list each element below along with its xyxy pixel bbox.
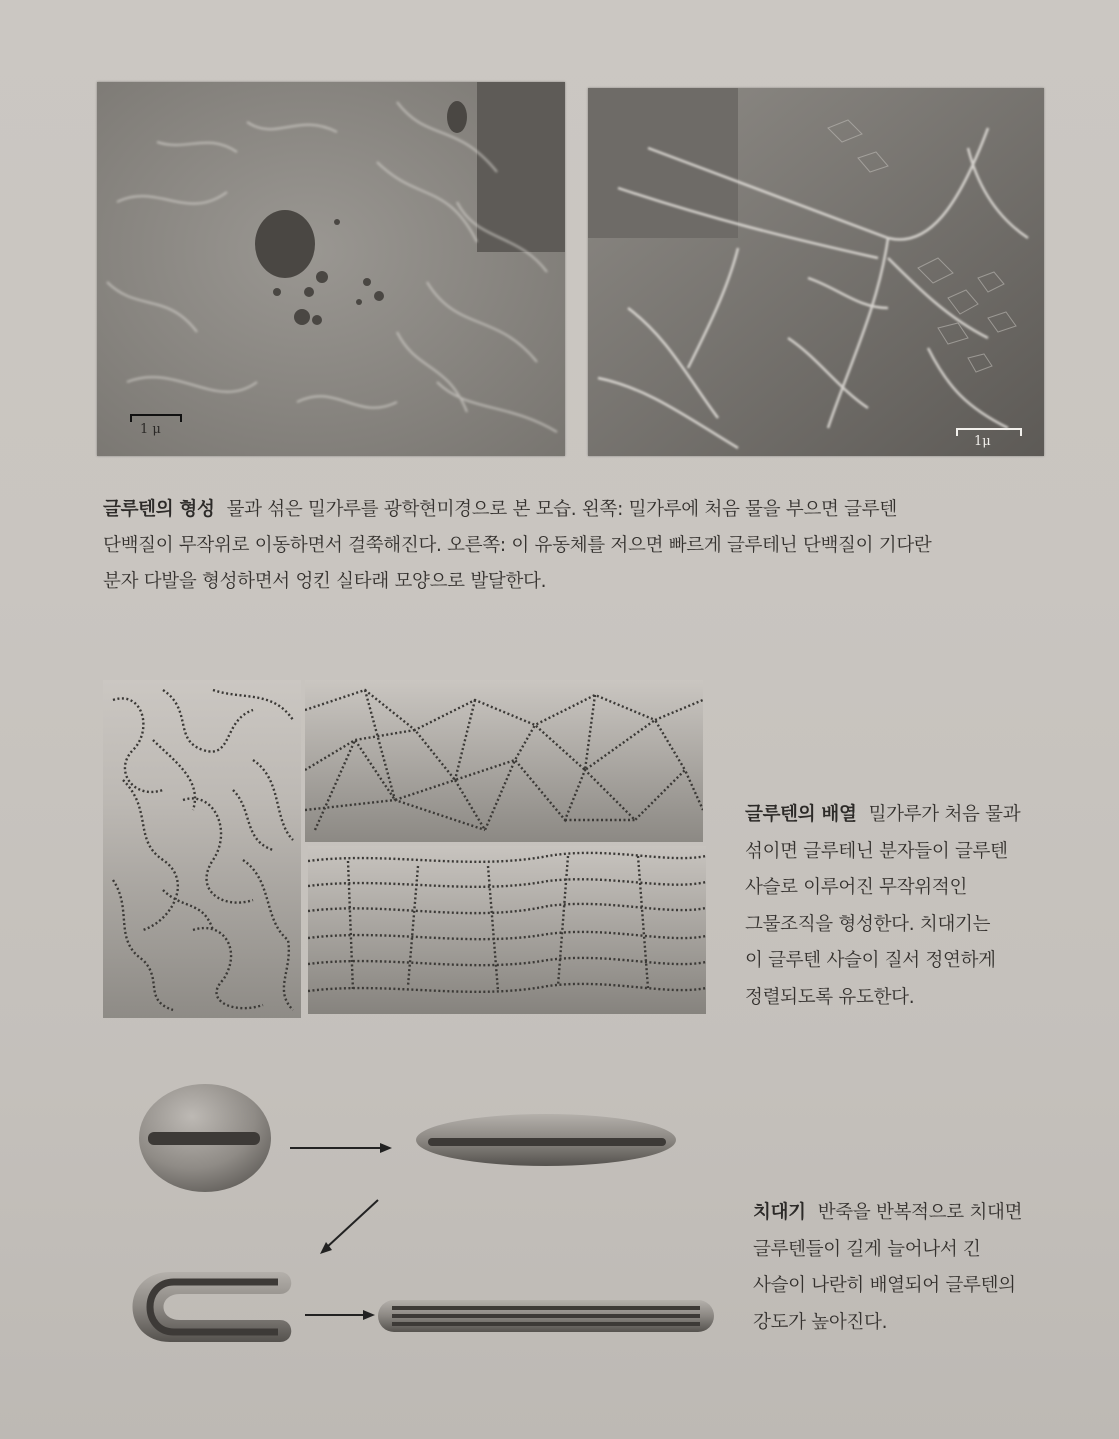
caption-line: 물과 섞은 밀가루를 광학현미경으로 본 모습. 왼쪽: 밀가루에 처음 물을 부으면 글루텐	[226, 499, 897, 520]
caption-gluten-arrangement	[745, 797, 1065, 1016]
caption-line: 이 글루텐 사슬이 질서 정연하게	[745, 950, 996, 971]
scale-label-left: 1 μ	[140, 422, 161, 437]
gluten-random-network-illustration	[103, 680, 301, 1018]
scale-bar-left	[130, 414, 182, 437]
gluten-aligned-network-illustration	[308, 846, 706, 1014]
caption-line: 그물조직을 형성한다. 치대기는	[745, 913, 991, 935]
caption-title: 치대기	[753, 1202, 806, 1223]
caption-line: 글루텐들이 길게 늘어나서 긴	[753, 1238, 981, 1260]
caption-line: 분자 다발을 형성하면서 엉킨 실타래 모양으로 발달한다.	[103, 571, 547, 592]
dough-folded-icon	[133, 1272, 292, 1342]
caption-line: 사슬로 이루어진 무작위적인	[745, 877, 968, 898]
dough-layered-icon	[378, 1300, 714, 1332]
scale-bar-right	[956, 428, 1022, 449]
scale-label-right: 1μ	[974, 434, 991, 449]
caption-line: 강도가 높아진다.	[753, 1311, 888, 1333]
caption-gluten-formation	[103, 492, 1043, 600]
caption-line: 정렬되도록 유도한다.	[745, 986, 915, 1008]
caption-line: 사슬이 나란히 배열되어 글루텐의	[753, 1275, 1016, 1296]
caption-line: 단백질이 무작위로 이동하면서 걸쭉해진다. 오른쪽: 이 유동체를 저으면 빠르게 글루테닌 단백질이 기다란	[103, 535, 932, 556]
gluten-network-top-illustration	[305, 680, 703, 842]
caption-line: 반죽을 반복적으로 치대면	[817, 1202, 1023, 1223]
micrograph-right	[588, 88, 1044, 456]
caption-line: 밀가루가 처음 물과	[868, 804, 1021, 825]
caption-title: 글루텐의 배열	[745, 804, 857, 825]
caption-kneading	[753, 1195, 1073, 1341]
kneading-diagram	[130, 1080, 730, 1370]
micrograph-left	[97, 82, 565, 456]
caption-title: 글루텐의 형성	[103, 499, 215, 520]
caption-line: 섞이면 글루테닌 분자들이 글루텐	[745, 840, 1008, 862]
